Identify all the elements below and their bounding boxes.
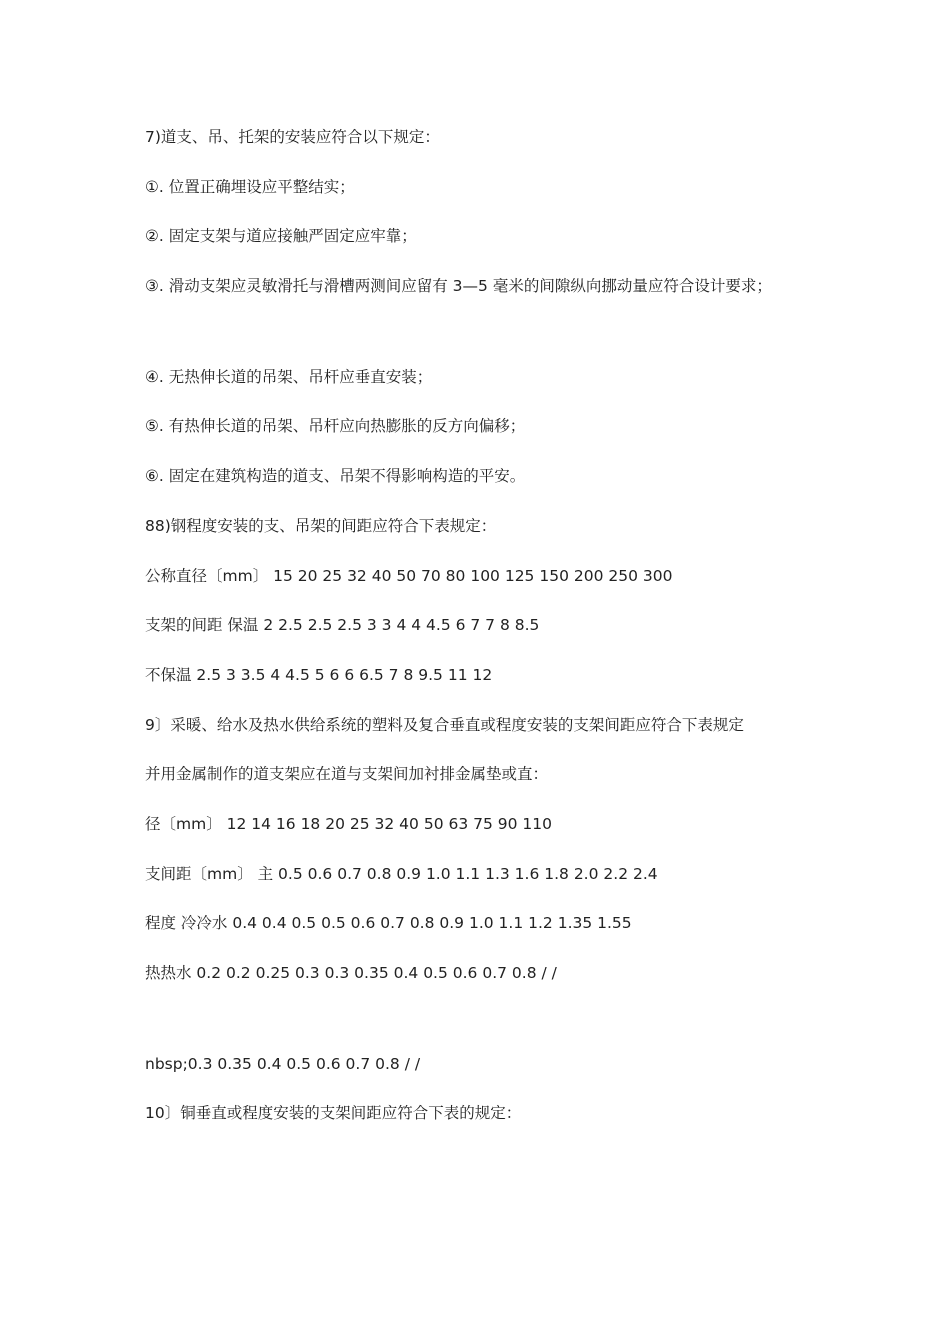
table-row-hot-water: 热热水 0.2 0.2 0.25 0.3 0.3 0.35 0.4 0.5 0.6 0.7 0.8 / / [145, 964, 557, 982]
list-item-1: ①. 位置正确埋设应平整结实； [145, 177, 355, 196]
document-body [145, 122, 845, 1148]
list-item-5: ⑤. 有热伸长道的吊架、吊杆应向热膨胀的反方向偏移； [145, 417, 526, 436]
table-row-insulated: 支架的间距 保温 2 2.5 2.5 2.5 3 3 4 4 4.5 6 7 7 8 8.5 [145, 616, 540, 635]
table-row-diameter: 公称直径〔mm〕 15 20 25 32 40 50 70 80 100 125 150 200 250 300 [145, 566, 673, 585]
list-item-3: ③. 滑动支架应灵敏滑托与滑槽两测间应留有 3—5 毫米的间隙纵向挪动量应符合设计要求； [145, 277, 772, 296]
table-row-fragment: nbsp;0.3 0.35 0.4 0.5 0.6 0.7 0.8 / / [145, 1054, 421, 1073]
table-row-diameter-2: 径〔mm〕 12 14 16 18 20 25 32 40 50 63 75 90 110 [145, 814, 553, 833]
heading-item-9: 9〕采暖、给水及热水供给系统的塑料及复合垂直或程度安装的支架间距应符合下表规定 [145, 715, 744, 734]
list-item-2: ②. 固定支架与道应接触严固定应牢靠； [145, 227, 417, 246]
heading-item-8: 88)钢程度安装的支、吊架的间距应符合下表规定： [145, 516, 497, 535]
heading-item-7: 7)道支、吊、托架的安装应符合以下规定： [145, 128, 440, 146]
heading-item-10: 10〕铜垂直或程度安装的支架间距应符合下表的规定： [145, 1104, 522, 1123]
table-row-uninsulated: 不保温 2.5 3 3.5 4 4.5 5 6 6 6.5 7 8 9.5 11 12 [145, 665, 493, 684]
table-row-cold-water: 程度 冷冷水 0.4 0.4 0.5 0.5 0.6 0.7 0.8 0.9 1.0 1.1 1.2 1.35 1.55 [145, 914, 632, 933]
list-item-6: ⑥. 固定在建筑构造的道支、吊架不得影响构造的平安。 [145, 467, 526, 486]
paragraph-gap-2 [145, 1008, 845, 1049]
list-item-4: ④. 无热伸长道的吊架、吊杆应垂直安装； [145, 367, 433, 386]
paragraph-text: 并用金属制作的道支架应在道与支架间加衬排金属垫或直： [145, 765, 549, 784]
table-row-spacing: 支间距〔mm〕 主 0.5 0.6 0.7 0.8 0.9 1.0 1.1 1.3 1.6 1.8 2.0 2.2 2.4 [145, 864, 658, 883]
paragraph-gap [145, 321, 845, 362]
